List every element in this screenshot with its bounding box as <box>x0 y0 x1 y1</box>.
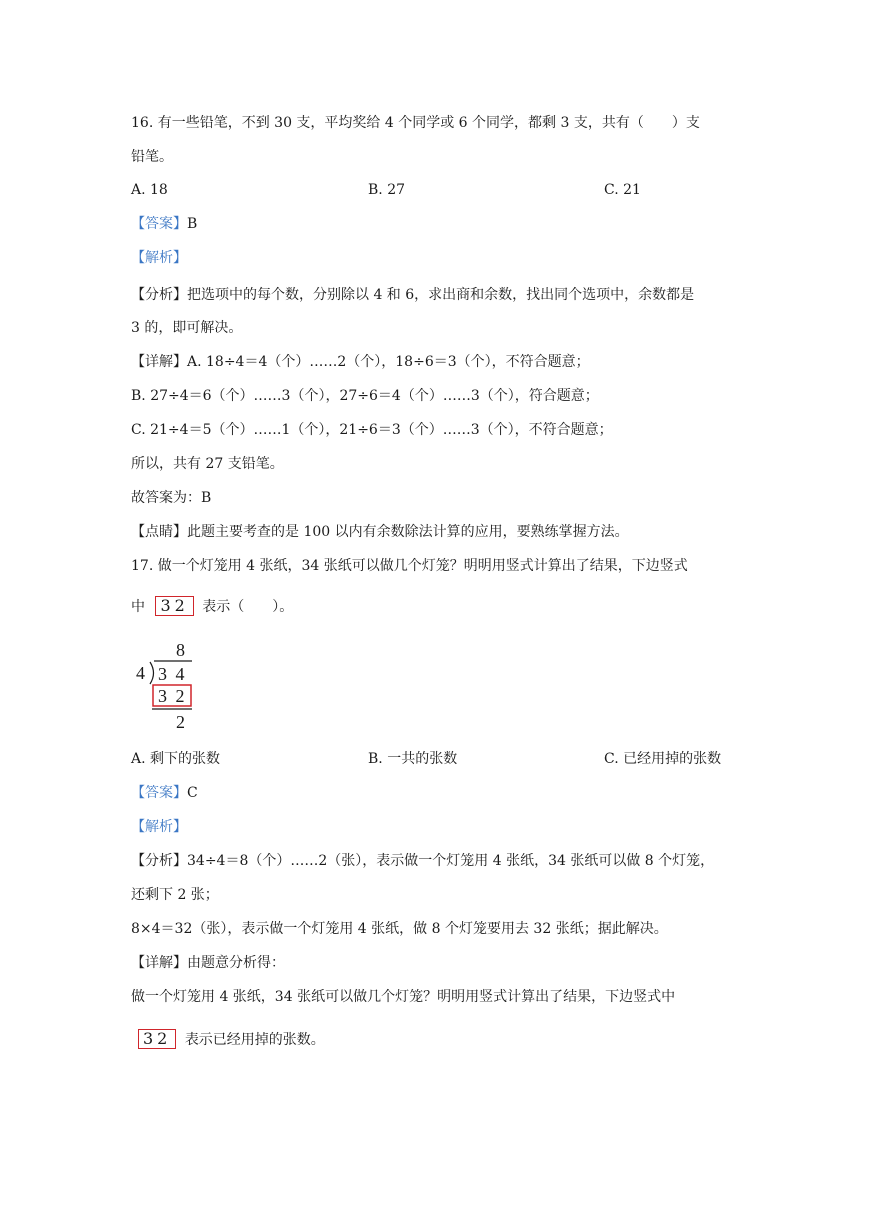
q16-dianjing <box>131 522 629 542</box>
q16-fenxi-line2: 3 的，即可解决。 <box>131 320 243 336</box>
answer-tag: 【答案】 <box>131 216 187 232</box>
division-quotient: 8 <box>176 640 185 660</box>
final-text: 表示已经用掉的张数。 <box>184 1032 325 1048</box>
stem-prefix: 中 <box>131 599 145 615</box>
fenxi-text: 把选项中的每个数，分别除以 4 和 6，求出商和余数，找出同个选项中，余数都是 <box>187 287 695 303</box>
xiangjie-tag: 【详解】 <box>131 955 187 971</box>
q16-xiangjie-line1 <box>131 352 590 372</box>
q16-line-so: 所以，共有 27 支铅笔。 <box>131 456 284 472</box>
xiangjie-text: A. 18÷4＝4（个）……2（个），18÷6＝3（个），不符合题意； <box>187 354 590 370</box>
q17-option-c: C. 已经用掉的张数 <box>604 751 722 767</box>
q16-line-final: 故答案为：B <box>131 490 212 506</box>
q17-stem-line1: 17. 做一个灯笼用 4 张纸，34 张纸可以做几个灯笼？明明用竖式计算出了结果，下边竖式 <box>131 558 688 574</box>
answer-tag: 【答案】 <box>131 785 187 801</box>
q17-analysis-heading <box>131 817 187 837</box>
division-dividend: 3 4 <box>158 664 187 684</box>
q17-xiangjie <box>131 953 285 973</box>
q17-answer <box>131 783 198 803</box>
division-divisor: 4 <box>136 663 145 683</box>
boxed-number: 32 <box>155 596 193 616</box>
fenxi-text: 34÷4＝8（个）……2（张），表示做一个灯笼用 4 张纸，34 张纸可以做 8 个灯笼， <box>187 853 715 869</box>
q17-fenxi-line1 <box>131 851 714 871</box>
q16-stem-line2: 铅笔。 <box>131 149 173 165</box>
q17-fenxi-line3: 8×4＝32（张），表示做一个灯笼用 4 张纸，做 8 个灯笼要用去 32 张纸；据此解决。 <box>131 921 668 937</box>
q16-option-a: A. 18 <box>131 182 168 198</box>
q17-stem-line2 <box>131 596 293 617</box>
stem-suffix: 表示（ ）。 <box>202 599 294 615</box>
q16-line-c: C. 21÷4＝5（个）……1（个），21÷6＝3（个）……3（个），不符合题意； <box>131 422 613 438</box>
q17-option-b: B. 一共的张数 <box>368 751 458 767</box>
division-remainder: 2 <box>176 712 185 732</box>
long-division <box>130 636 210 736</box>
q16-analysis-heading <box>131 248 187 268</box>
fenxi-tag: 【分析】 <box>131 853 187 869</box>
q16-fenxi-line1 <box>131 285 694 305</box>
answer-value: C <box>187 785 198 801</box>
xiangjie-tag: 【详解】 <box>131 354 187 370</box>
fenxi-tag: 【分析】 <box>131 287 187 303</box>
q16-line-b: B. 27÷4＝6（个）……3（个），27÷6＝4（个）……3（个），符合题意； <box>131 388 599 404</box>
q17-final <box>138 1029 325 1050</box>
analysis-tag: 【解析】 <box>131 819 187 835</box>
q16-answer <box>131 214 197 234</box>
q17-restate: 做一个灯笼用 4 张纸，34 张纸可以做几个灯笼？明明用竖式计算出了结果，下边竖式中 <box>131 989 676 1005</box>
q17-option-a: A. 剩下的张数 <box>131 751 221 767</box>
xiangjie-text: 由题意分析得： <box>187 955 285 971</box>
dianjing-text: 此题主要考查的是 100 以内有余数除法计算的应用，要熟练掌握方法。 <box>187 524 629 540</box>
dianjing-tag: 【点睛】 <box>131 524 187 540</box>
final-boxed-number: 32 <box>138 1029 176 1049</box>
answer-value: B <box>187 216 198 232</box>
q17-fenxi-line2: 还剩下 2 张； <box>131 887 219 903</box>
q16-stem-line1: 16. 有一些铅笔，不到 30 支，平均奖给 4 个同学或 6 个同学，都剩 3 支，共有（ ）支 <box>131 115 700 131</box>
division-product: 3 2 <box>158 686 187 706</box>
analysis-tag: 【解析】 <box>131 250 187 266</box>
q16-option-b: B. 27 <box>368 182 406 198</box>
q16-option-c: C. 21 <box>604 182 641 198</box>
